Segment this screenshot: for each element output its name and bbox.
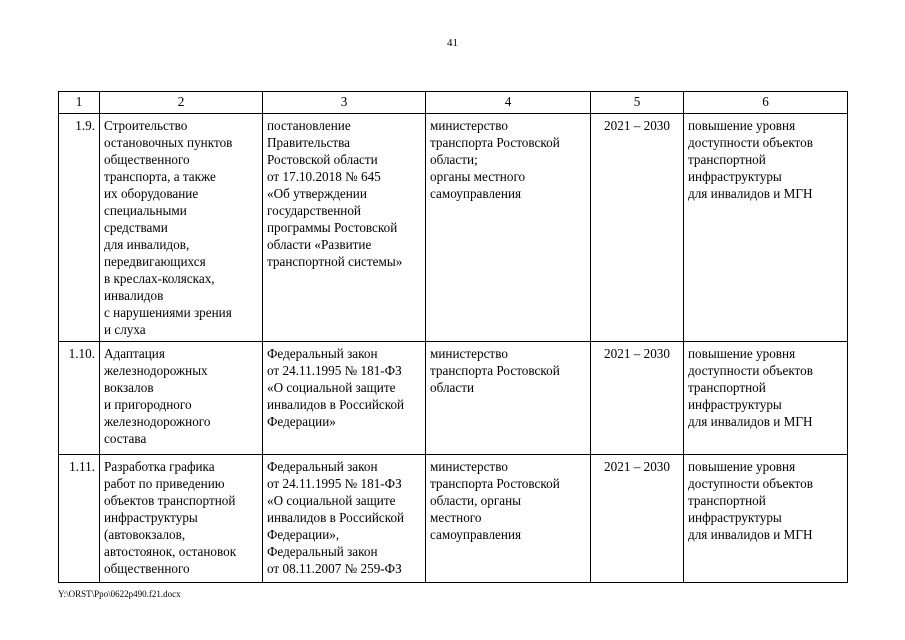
document-file-path: Y:\ORST\Ppo\0622p490.f21.docx: [58, 589, 181, 599]
column-header: 2: [100, 92, 263, 114]
result-cell: повышение уровня доступности объектов транспортной инфраструктуры для инвалидов и МГН: [684, 114, 848, 342]
legal-basis-cell: постановление Правительства Ростовской области от 17.10.2018 № 645 «Об утверждении государственной программы Ростовской области «Развитие транспортной системы»: [263, 114, 426, 342]
legal-basis-cell: Федеральный закон от 24.11.1995 № 181-ФЗ «О социальной защите инвалидов в Российской Федерации», Федеральный закон от 08.11.2007 № 259-ФЗ: [263, 455, 426, 583]
column-header: 5: [591, 92, 684, 114]
measures-table: [58, 91, 848, 583]
column-header: 1: [59, 92, 100, 114]
responsible-cell: министерство транспорта Ростовской области: [426, 342, 591, 455]
column-header: 6: [684, 92, 848, 114]
table-header-row: [59, 92, 848, 114]
row-number: 1.10.: [59, 342, 100, 455]
activity-cell: Разработка графика работ по приведению объектов транспортной инфраструктуры (автовокзалов, автостоянок, остановок общественного: [100, 455, 263, 583]
responsible-cell: министерство транспорта Ростовской области, органы местного самоуправления: [426, 455, 591, 583]
table-row: [59, 342, 848, 455]
column-header: 4: [426, 92, 591, 114]
legal-basis-cell: Федеральный закон от 24.11.1995 № 181-ФЗ «О социальной защите инвалидов в Российской Федерации»: [263, 342, 426, 455]
column-header: 3: [263, 92, 426, 114]
activity-cell: Строительство остановочных пунктов общественного транспорта, а также их оборудование специальными средствами для инвалидов, передвигающихся в креслах-колясках, инвалидов с нарушениями зрения и слуха: [100, 114, 263, 342]
table-row: [59, 455, 848, 583]
result-cell: повышение уровня доступности объектов транспортной инфраструктуры для инвалидов и МГН: [684, 342, 848, 455]
result-cell: повышение уровня доступности объектов транспортной инфраструктуры для инвалидов и МГН: [684, 455, 848, 583]
period-cell: 2021 – 2030: [591, 455, 684, 583]
period-cell: 2021 – 2030: [591, 342, 684, 455]
responsible-cell: министерство транспорта Ростовской области; органы местного самоуправления: [426, 114, 591, 342]
row-number: 1.9.: [59, 114, 100, 342]
page-number: 41: [447, 37, 458, 49]
table-row: [59, 114, 848, 342]
row-number: 1.11.: [59, 455, 100, 583]
period-cell: 2021 – 2030: [591, 114, 684, 342]
activity-cell: Адаптация железнодорожных вокзалов и пригородного железнодорожного состава: [100, 342, 263, 455]
